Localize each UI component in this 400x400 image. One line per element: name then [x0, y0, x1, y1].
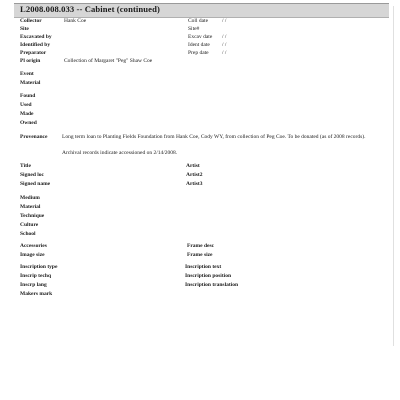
inscription-position-label: Inscription position [185, 273, 231, 279]
artist3-label: Artist3 [186, 181, 203, 187]
prep-date-value: / / [222, 50, 227, 56]
image-size-label: Image size [20, 252, 45, 258]
ident-date-label: Ident date [188, 42, 210, 48]
inscription-type-label: Inscription type [20, 264, 58, 270]
excav-date-label: Excav date [188, 34, 213, 40]
provenance-accession-note: Archival records indicate accessioned on 2/14/2008. [62, 150, 178, 156]
coll-date-value: / / [222, 18, 227, 24]
coll-date-label: Coll date [188, 18, 209, 24]
technique-label: Technique [20, 213, 45, 219]
made-label: Made [20, 111, 34, 117]
accessories-label: Accessories [20, 243, 47, 249]
event-label: Event [20, 71, 34, 77]
signed-loc-label: Signed loc [20, 172, 44, 178]
page-edge [393, 6, 394, 346]
owned-label: Owned [20, 120, 37, 126]
school-label: School [20, 231, 36, 237]
prep-date-label: Prep date [188, 50, 209, 56]
pl-origin-value: Collection of Margaret "Peg" Shaw Coe [64, 58, 153, 64]
makers-mark-label: Makers mark [20, 291, 53, 297]
used-label: Used [20, 102, 32, 108]
inscription-translation-label: Inscription translation [185, 282, 239, 288]
frame-size-label: Frame size [187, 252, 213, 258]
collector-value: Hank Coe [64, 18, 87, 24]
inscription-text-label: Inscription text [185, 264, 222, 270]
culture-label: Culture [20, 222, 39, 228]
medium-label: Medium [20, 195, 40, 201]
signed-name-label: Signed name [20, 181, 51, 187]
found-label: Found [20, 93, 36, 99]
preparator-label: Preparator [20, 50, 47, 56]
material-label: Material [20, 80, 41, 86]
identified-by-label: Identified by [20, 42, 51, 48]
pl-origin-label: Pl origin [20, 58, 41, 64]
provenance-label: Provenance [20, 134, 48, 140]
collector-label: Collector [20, 18, 42, 24]
title-label: Title [20, 163, 31, 169]
site-label: Site [20, 26, 29, 32]
excav-date-value: / / [222, 34, 227, 40]
frame-desc-label: Frame desc [187, 243, 215, 249]
inscrp-lang-label: Inscrp lang [20, 282, 47, 288]
inscrip-techq-label: Inscrip techq [20, 273, 52, 279]
material-label-2: Material [20, 204, 41, 210]
provenance-text: Long term loan to Planting Fields Foundation from Hank Coe, Cody WY, from collection of Peg Coe. To be donated (as of 2008 records). [62, 134, 366, 140]
artist-label: Artist [186, 163, 200, 169]
ident-date-value: / / [222, 42, 227, 48]
artist2-label: Artist2 [186, 172, 203, 178]
excavated-by-label: Excavated by [20, 34, 52, 40]
record-title: L2008.008.033 -- Cabinet (continued) [20, 4, 160, 14]
site-number-label: Site# [188, 26, 200, 32]
